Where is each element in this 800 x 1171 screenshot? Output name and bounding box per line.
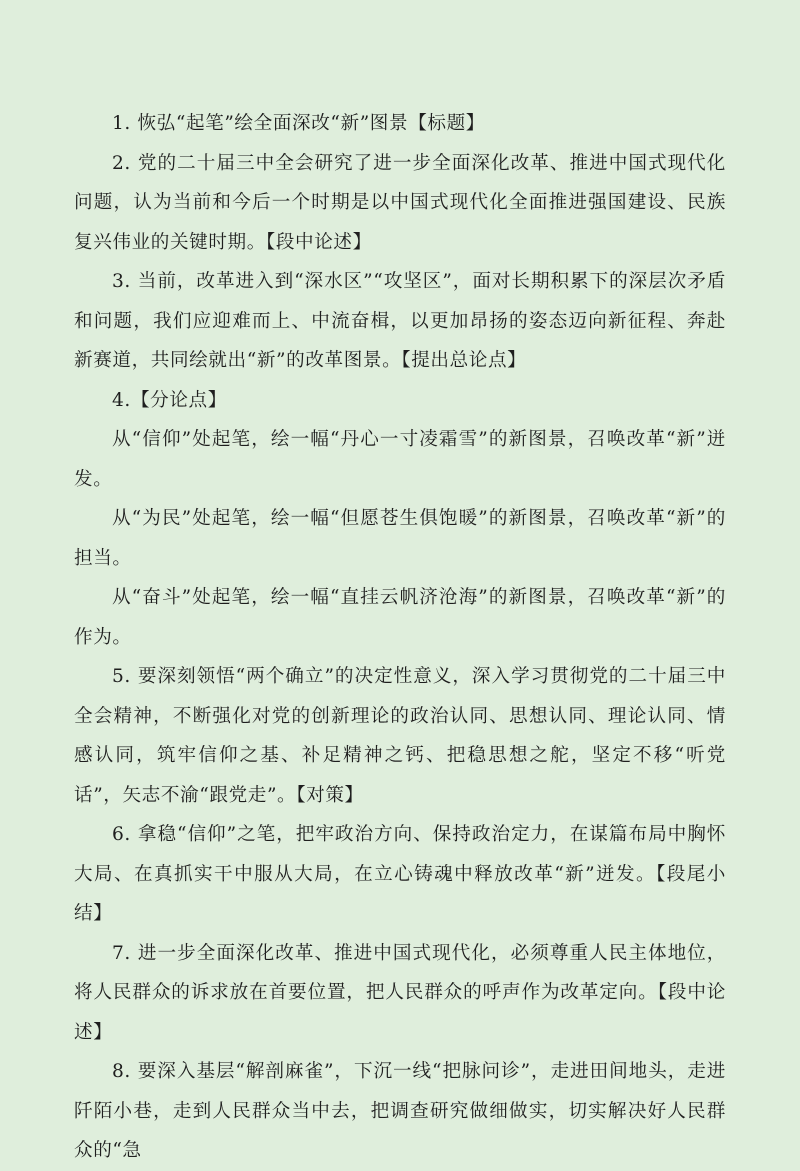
paragraph-7 <box>74 578 726 657</box>
paragraph-tag: 【段尾小结】 <box>74 863 726 924</box>
paragraph-text: 2. 党的二十届三中全会研究了进一步全面深化改革、推进中国式现代化问题，认为当前和今后一个时期是以中国式现代化全面推进强国建设、民族复兴伟业的关键时期。 <box>74 152 726 253</box>
paragraph-2 <box>74 144 726 263</box>
paragraph-4 <box>74 381 726 421</box>
paragraph-8 <box>74 657 726 815</box>
paragraph-11 <box>74 1052 726 1171</box>
paragraph-tag: 【标题】 <box>408 113 485 134</box>
paragraph-text: 1. 恢弘“起笔”绘全面深改“新”图景 <box>112 113 409 134</box>
paragraph-text: 4. <box>112 389 131 411</box>
paragraph-tag: 【对策】 <box>296 784 364 806</box>
paragraph-text: 从“奋斗”处起笔，绘一幅“直挂云帆济沧海”的新图景，召唤改革“新”的作为。 <box>74 587 726 648</box>
paragraph-tag: 【段中论述】 <box>74 982 726 1043</box>
paragraph-tag: 【分论点】 <box>130 389 227 411</box>
paragraph-tag: 【提出总论点】 <box>401 350 527 371</box>
paragraph-tag: 【段中论述】 <box>265 231 372 253</box>
paragraph-text: 6. 拿稳“信仰”之笔，把牢政治方向、保持政治定力，在谋篇布局中胸怀大局、在真抓实干中服从大局，在立心铸魂中释放改革“新”迸发。 <box>74 824 726 885</box>
paragraph-text: 8. 要深入基层“解剖麻雀”，下沉一线“把脉问诊”，走进田间地头，走进阡陌小巷，走到人民群众当中去，把调查研究做细做实，切实解决好人民群众的“急 <box>74 1061 726 1161</box>
paragraph-text: 从“信仰”处起笔，绘一幅“丹心一寸凌霜雪”的新图景，召唤改革“新”迸发。 <box>74 429 726 490</box>
paragraph-text: 5. 要深刻领悟“两个确立”的决定性意义，深入学习贯彻党的二十届三中全会精神，不断强化对党的创新理论的政治认同、思想认同、理论认同、情感认同，筑牢信仰之基、补足精神之钙、把稳思想之舵，坚定不移“听党话”，矢志不渝“跟党走”。 <box>74 666 726 806</box>
paragraph-6 <box>74 499 726 578</box>
paragraph-1 <box>74 104 726 144</box>
document-body <box>74 104 726 1171</box>
paragraph-3 <box>74 262 726 381</box>
paragraph-10 <box>74 934 726 1053</box>
paragraph-5 <box>74 420 726 499</box>
paragraph-text: 从“为民”处起笔，绘一幅“但愿苍生俱饱暖”的新图景，召唤改革“新”的担当。 <box>74 508 726 569</box>
paragraph-9 <box>74 815 726 934</box>
paragraph-text: 7. 进一步全面深化改革、推进中国式现代化，必须尊重人民主体地位，将人民群众的诉求放在首要位置，把人民群众的呼声作为改革定向。 <box>74 942 726 1003</box>
paragraph-text: 3. 当前，改革进入到“深水区”“攻坚区”，面对长期积累下的深层次矛盾和问题，我们应迎难而上、中流奋楫，以更加昂扬的姿态迈向新征程、奔赴新赛道，共同绘就出“新”的改革图景。 <box>74 271 726 371</box>
